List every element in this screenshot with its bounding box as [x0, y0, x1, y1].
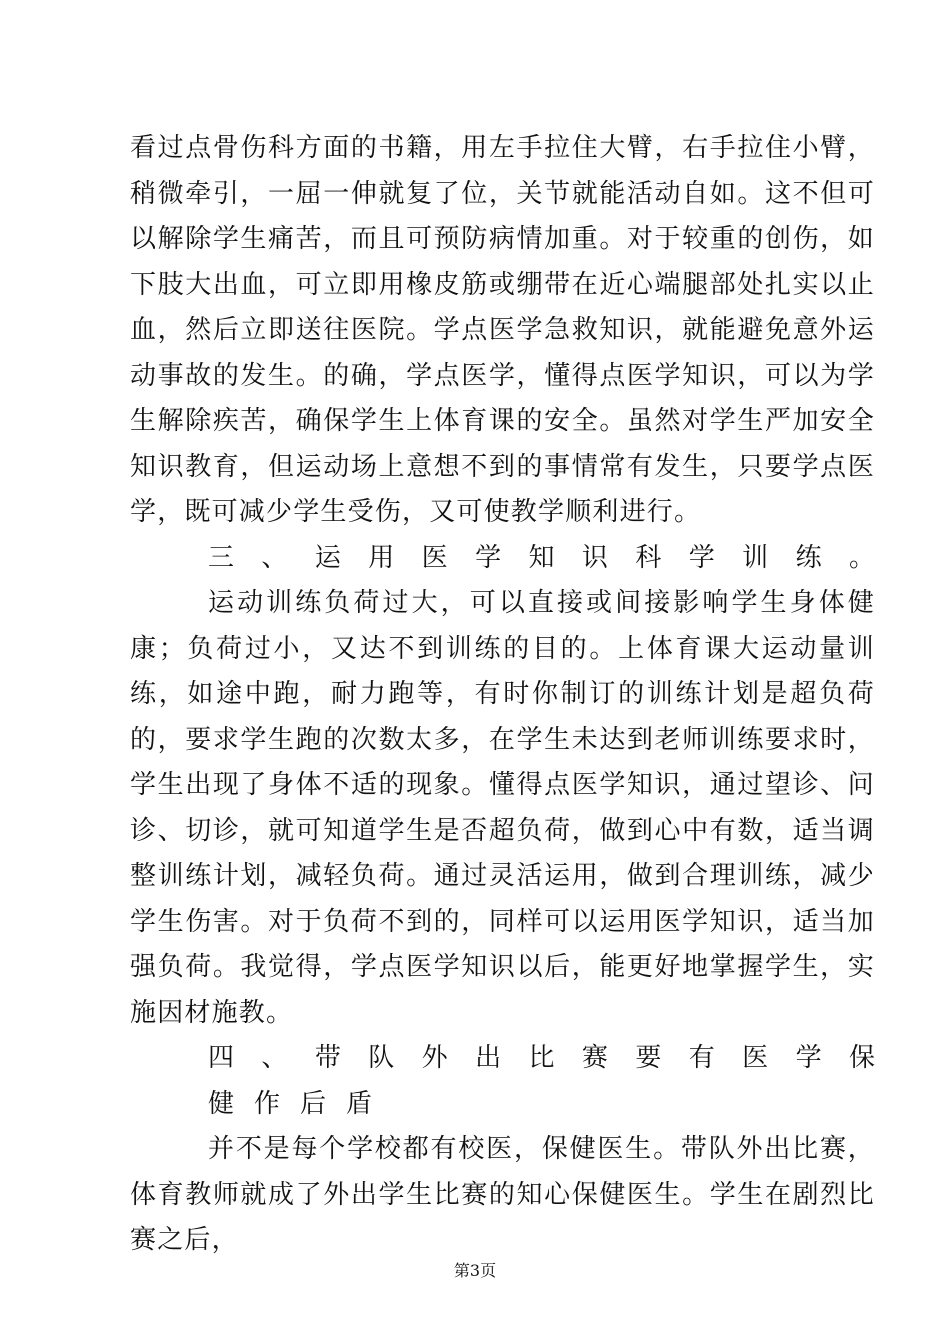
document-body	[130, 126, 875, 1264]
section-heading-4-line-1: 四、带队外出比赛要有医学保	[208, 1043, 875, 1073]
section-heading-4-line-2: 健作后盾	[208, 1088, 393, 1119]
page-number: 第3页	[453, 1261, 497, 1280]
paragraph-training: 运动训练负荷过大，可以直接或间接影响学生身体健康；负荷过小，又达不到训练的目的。上体育课大运动量训练，如途中跑，耐力跑等，有时你制订的训练计划是超负荷的，要求学生跑的次数太多，在学生未达到老师训练要求时，学生出现了身体不适的现象。懂得点医学知识，通过望诊、问诊、切诊，就可知道学生是否超负荷，做到心中有数，适当调整训练计划，减轻负荷。通过灵活运用，做到合理训练，减少学生伤害。对于负荷不到的，同样可以运用医学知识，适当加强负荷。我觉得，学点医学知识以后，能更好地掌握学生，实施因材施教。	[130, 588, 875, 1028]
paragraph-competition: 并不是每个学校都有校医，保健医生。带队外出比赛，体育教师就成了外出学生比赛的知心保健医生。学生在剧烈比赛之后，	[130, 1134, 875, 1255]
section-heading-3: 三、运用医学知识科学训练。	[208, 542, 875, 573]
paragraph-continued: 看过点骨伤科方面的书籍，用左手拉住大臂，右手拉住小臂，稍微牵引，一屈一伸就复了位，关节就能活动自如。这不但可以解除学生痛苦，而且可预防病情加重。对于较重的创伤，如下肢大出血，可立即用橡皮筋或绷带在近心端腿部处扎实以止血，然后立即送往医院。学点医学急救知识，就能避免意外运动事故的发生。的确，学点医学，懂得点医学知识，可以为学生解除疾苦，确保学生上体育课的安全。虽然对学生严加安全知识教育，但运动场上意想不到的事情常有发生，只要学点医学，既可减少学生受伤，又可使教学顺利进行。	[130, 133, 875, 527]
